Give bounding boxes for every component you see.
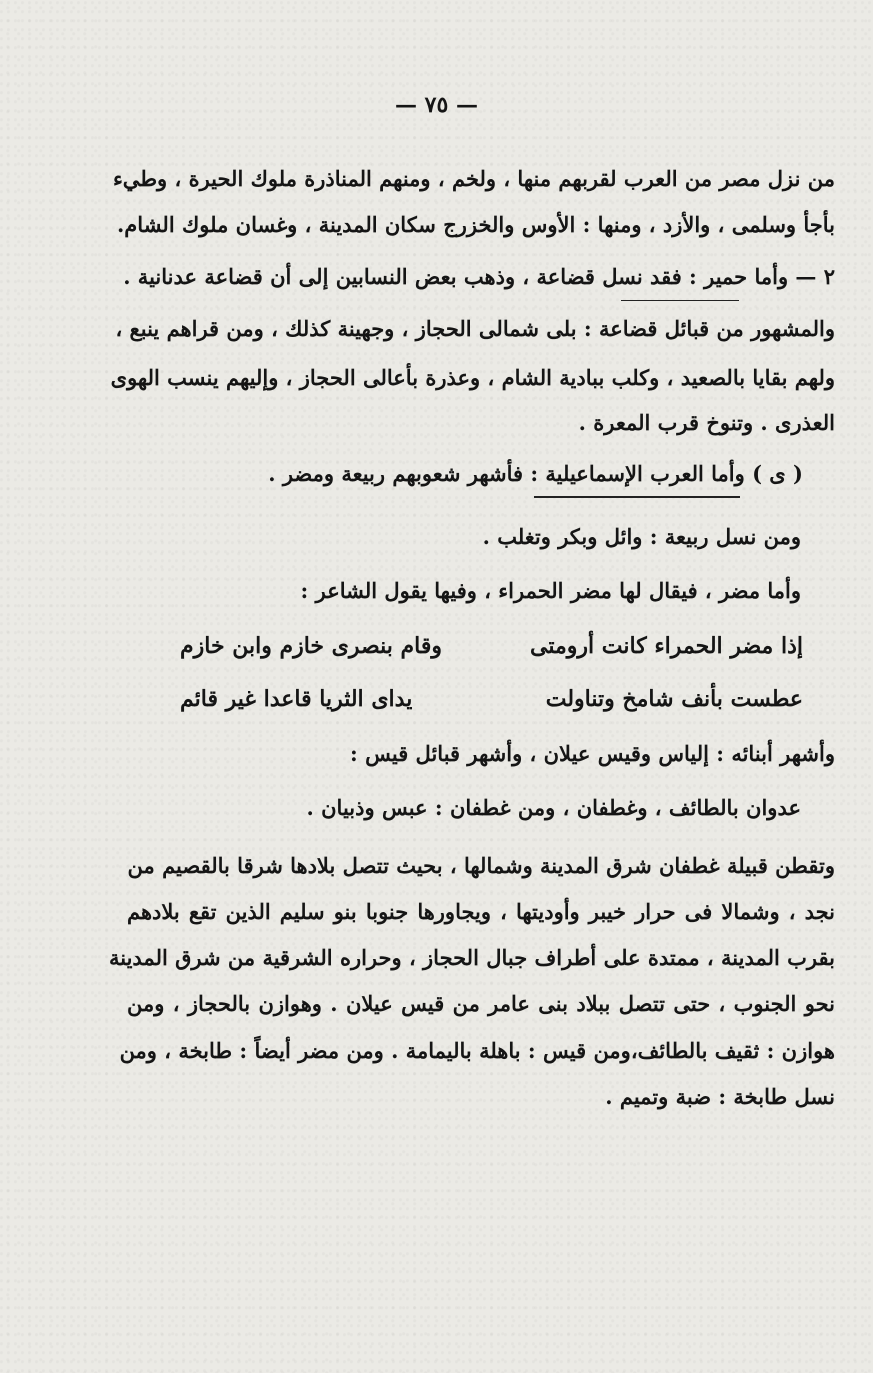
sons-line: وأشهر أبنائه : إلياس وقيس عيلان ، وأشهر قبائل قيس : <box>350 741 835 766</box>
text-line-4: والمشهور من قبائل قضاعة : بلى شمالى الحجاز ، وجهينة كذلك ، ومن قراهم ينبع ، <box>115 316 835 341</box>
adwan-line: عدوان بالطائف ، وغطفان ، ومن غطفان : عبس وذبيان . <box>306 795 801 820</box>
text-line-3: ٢ — وأما حمير : فقد نسل قضاعة ، وذهب بعض النسابين إلى أن قضاعة عدنانية . <box>123 264 835 289</box>
ghatafan-line-1: وتقطن قبيلة غطفان شرق المدينة وشمالها ، بحيث تتصل بلادها شرقا بالقصيم من <box>127 853 835 878</box>
page-number: — ٧٥ — <box>395 92 478 118</box>
text-line-6: العذرى . وتنوخ قرب المعرة . <box>578 410 835 435</box>
text-line-1: من نزل مصر من العرب لقربهم منها ، ولخم ، ومنهم المناذرة ملوك الحيرة ، وطيء <box>112 166 835 191</box>
section-title: وأما العرب الإسماعيلية <box>545 461 745 486</box>
text-line-2: بأجأ وسلمى ، والأزد ، ومنها : الأوس والخزرج سكان المدينة ، وغسان ملوك الشام. <box>116 212 835 237</box>
verse-2-first-hemistich: عطست بأنف شامخ وتناولت <box>545 686 803 712</box>
section-heading <box>268 461 803 486</box>
rabia-line: ومن نسل ربيعة : وائل وبكر وتغلب . <box>482 524 801 549</box>
ghatafan-line-6: نسل طابخة : ضبة وتميم . <box>605 1084 835 1109</box>
verse-1-first-hemistich: إذا مضر الحمراء كانت أرومتى <box>529 633 803 659</box>
section-marker: ( ى ) <box>752 461 803 486</box>
verse-2-second-hemistich: يداى الثريا قاعدا غير قائم <box>180 686 413 712</box>
heading-underline <box>534 496 740 498</box>
ghatafan-line-2: نجد ، وشمالا فى حرار خيبر وأوديتها ، ويجاورها جنوبا بنو سليم الذين تقع بلادهم <box>127 899 835 924</box>
ghatafan-line-3: بقرب المدينة ، ممتدة على أطراف جبال الحجاز ، وحراره الشرقية من شرق المدينة <box>108 945 835 970</box>
decorative-rule <box>621 300 739 301</box>
mudar-line: وأما مضر ، فيقال لها مضر الحمراء ، وفيها يقول الشاعر : <box>300 578 801 603</box>
verse-1-second-hemistich: وقام بنصرى خازم وابن خازم <box>180 633 443 659</box>
text-line-5: ولهم بقايا بالصعيد ، وكلب ببادية الشام ، وعذرة بأعالى الحجاز ، وإليهم ينسب الهوى <box>110 365 835 390</box>
ghatafan-line-4: نحو الجنوب ، حتى تتصل ببلاد بنى عامر من قيس عيلان . وهوازن بالحجاز ، ومن <box>127 991 835 1016</box>
ghatafan-line-5: هوازن : ثقيف بالطائف،ومن قيس : باهلة باليمامة . ومن مضر أيضاً : طابخة ، ومن <box>119 1038 835 1063</box>
section-heading-rest: : فأشهر شعوبهم ربيعة ومضر . <box>268 461 539 486</box>
